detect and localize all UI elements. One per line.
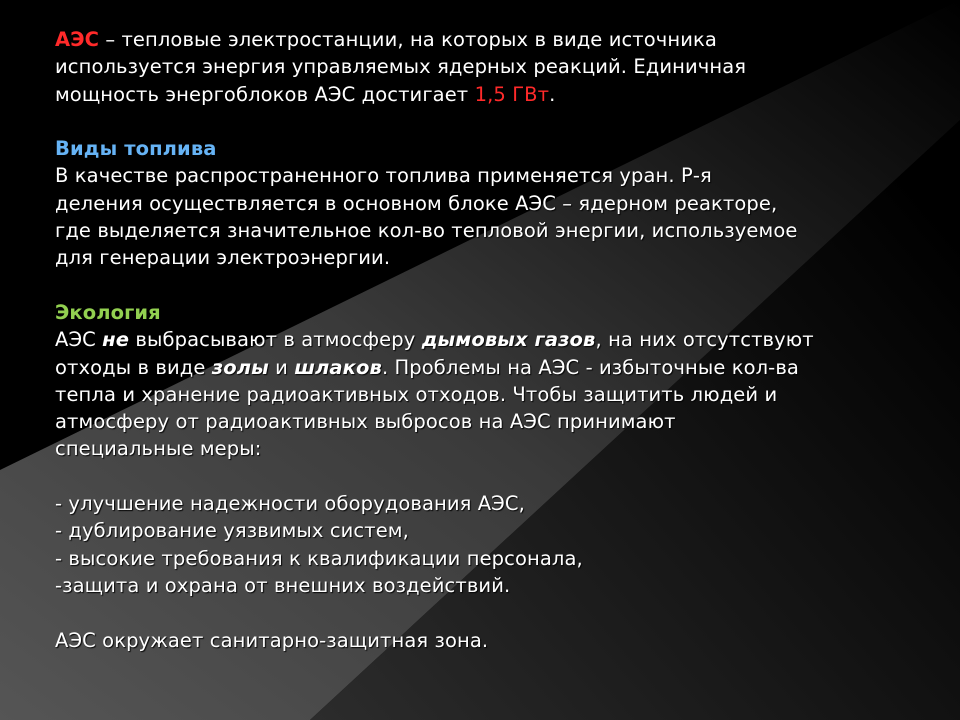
term-aes: АЭС (55, 28, 100, 51)
power-value: 1,5 ГВт (474, 82, 550, 106)
measure-item: - высокие требования к квалификации персонала, (55, 546, 583, 570)
slide-text (55, 26, 935, 654)
emphasis-slag: шлаков (294, 355, 382, 379)
measure-item: -защита и охрана от внешних воздействий. (55, 573, 511, 597)
ecology-line: атмосферу от радиоактивных выбросов на АЭС принимают (55, 410, 676, 434)
intro-line-1: АЭС – тепловые электростанции, на которых в виде источника (55, 28, 717, 51)
intro-line-3: мощность энергоблоков АЭС достигает 1,5 ГВт. (55, 82, 556, 106)
fuel-line: деления осуществляется в основном блоке АЭС – ядерном реакторе, (55, 191, 778, 215)
emphasis-ne: не (102, 328, 130, 352)
emphasis-ash: золы (211, 355, 269, 379)
ecology-line: АЭС не выбрасывают в атмосферу дымовых газов, на них отсутствуют (55, 328, 814, 352)
ecology-line: отходы в виде золы и шлаков. Проблемы на АЭС - избыточные кол-ва (55, 355, 799, 379)
measure-item: - улучшение надежности оборудования АЭС, (55, 492, 525, 516)
ecology-heading: Экология (55, 300, 161, 324)
fuel-line: где выделяется значительное кол-во тепловой энергии, используемое (55, 219, 798, 243)
fuel-heading: Виды топлива (55, 137, 217, 161)
emphasis-smoke-gases: дымовых газов (421, 328, 596, 352)
closing-line: АЭС окружает санитарно-защитная зона. (55, 628, 489, 652)
measure-item: - дублирование уязвимых систем, (55, 519, 409, 543)
ecology-line: тепла и хранение радиоактивных отходов. Чтобы защитить людей и (55, 382, 778, 406)
intro-line-2: используется энергия управляемых ядерных реакций. Единичная (55, 55, 747, 79)
fuel-line: для генерации электроэнергии. (55, 246, 391, 270)
ecology-line: специальные меры: (55, 437, 262, 461)
fuel-line: В качестве распространенного топлива применяется уран. Р-я (55, 164, 712, 188)
